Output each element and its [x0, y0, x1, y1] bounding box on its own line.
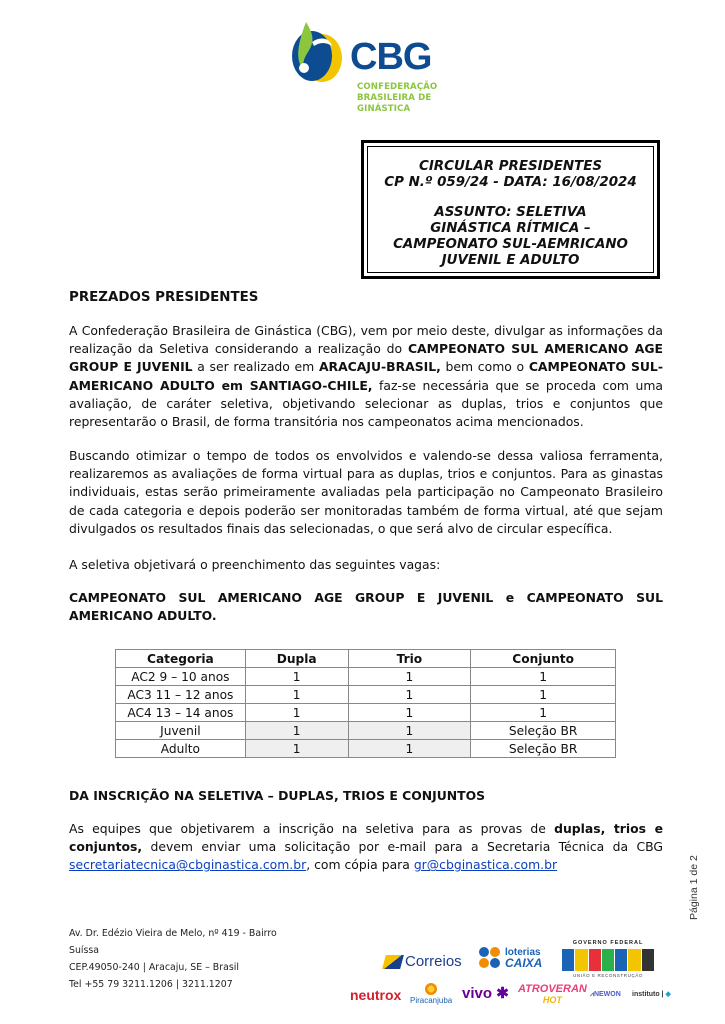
championship-word: e: [505, 590, 515, 605]
bold-text: CAMPEONATO SUL-AMERICANO ADULTO em SANTIAGO-CHILE,: [69, 359, 663, 393]
bold-text: ARACAJU-BRASIL,: [318, 359, 441, 375]
championships-line-1: [69, 589, 663, 607]
text: A Confederação Brasileira de Ginástica (CBG), vem por meio deste, divulgar as informações da realização da Seletiva considerando a realização do: [69, 323, 663, 357]
vacancies-table: [115, 649, 616, 758]
person-icon: ✱: [496, 985, 509, 1002]
header-trio: Trio: [348, 650, 471, 668]
championship-word: SUL: [636, 590, 663, 605]
address-line: Tel +55 79 3211.1206 | 3211.1207: [69, 979, 233, 990]
vivo-text: vivo: [462, 985, 493, 1002]
championship-word: AGE: [314, 590, 343, 605]
atroveran-hot-text: HOT: [542, 995, 562, 1005]
cell-trio: 1: [348, 686, 471, 704]
cell-dupla: 1: [245, 722, 348, 740]
championship-word: GROUP: [355, 590, 405, 605]
sponsor-instituto: instituto | ◆: [632, 991, 671, 998]
championship-word: E: [416, 590, 426, 605]
greeting-heading: PREZADOS PRESIDENTES: [69, 290, 259, 305]
cell-conjunto: 1: [471, 668, 616, 686]
gov-bottom-text: UNIÃO E RECONSTRUÇÃO: [572, 973, 643, 978]
loterias-text: loterias: [505, 947, 541, 958]
logo-name-line: CONFEDERAÇÃO: [357, 82, 438, 92]
championship-word: CAMPEONATO: [69, 590, 167, 605]
cell-conjunto: Seleção BR: [471, 740, 616, 758]
circular-number-date: CP N.º 059/24 - DATA: 16/08/2024: [384, 175, 637, 190]
subject-line: CAMPEONATO SUL-AEMRICANO: [393, 237, 628, 252]
sponsor-loterias-caixa: [479, 947, 542, 969]
logo-name: [357, 82, 437, 115]
address-line: Suíssa: [69, 945, 100, 956]
championship-word: JUVENIL: [437, 590, 494, 605]
championships-heading: [69, 589, 663, 625]
sponsor-atroveran: [518, 984, 587, 1005]
cell-dupla: 1: [245, 668, 348, 686]
correios-text: Correios: [405, 953, 462, 970]
circular-title: CIRCULAR PRESIDENTES: [419, 159, 602, 174]
cell-categoria: AC3 11 – 12 anos: [116, 686, 246, 704]
text: devem enviar uma solicitação por e-mail para a Secretaria Técnica da CBG: [142, 839, 663, 855]
cell-trio: 1: [348, 704, 471, 722]
email-link-gr[interactable]: gr@cbginastica.com.br: [413, 857, 558, 873]
instituto-text: instituto: [632, 991, 660, 998]
newon-text: NEWON: [593, 991, 621, 998]
email-link-secretaria[interactable]: secretariatecnica@cbginastica.com.br: [69, 857, 307, 873]
text: As equipes que objetivarem a inscrição na seletiva para as provas de: [69, 821, 555, 836]
header-conjunto: Conjunto: [471, 650, 616, 668]
cell-trio: 1: [348, 722, 471, 740]
table-row: [116, 668, 616, 686]
sponsor-neutrox: neutrox: [350, 987, 402, 1003]
section-heading-inscricao: DA INSCRIÇÃO NA SELETIVA – DUPLAS, TRIOS E CONJUNTOS: [69, 788, 486, 803]
sponsor-newon: [590, 990, 621, 999]
logo-name-line: GINÁSTICA: [357, 104, 411, 114]
paragraph-vacancies-intro: A seletiva objetivará o preenchimento das seguintes vagas:: [69, 557, 441, 572]
cell-categoria: Juvenil: [116, 722, 246, 740]
logo-acronym: CBG: [350, 36, 432, 78]
header-dupla: Dupla: [245, 650, 348, 668]
cell-dupla: 1: [245, 686, 348, 704]
page-number: Página 1 de 2: [688, 855, 700, 920]
text: a ser realizado em: [192, 359, 319, 375]
cell-categoria: Adulto: [116, 740, 246, 758]
address-line: CEP.49050-240 | Aracaju, SE – Brasil: [69, 962, 239, 973]
cell-dupla: 1: [245, 740, 348, 758]
header-categoria: Categoria: [116, 650, 246, 668]
cell-conjunto: 1: [471, 686, 616, 704]
cbg-logo-emblem: [286, 18, 350, 84]
table-row: [116, 740, 616, 758]
cell-categoria: AC2 9 – 10 anos: [116, 668, 246, 686]
partner-icon: ◆: [665, 991, 671, 998]
logo-name-line: BRASILEIRA DE: [357, 93, 432, 103]
circular-header-box: [361, 140, 660, 279]
sun-icon: [425, 983, 437, 995]
address-line: Av. Dr. Edézio Vieira de Melo, nº 419 - Bairro: [69, 928, 277, 939]
piracanjuba-text: Piracanjuba: [410, 996, 453, 1005]
paragraph-inscricao: [69, 820, 663, 875]
text: , com cópia para: [306, 857, 414, 873]
table-row: [116, 704, 616, 722]
sponsor-correios: [384, 953, 462, 970]
footer-address: [69, 925, 277, 993]
gov-top-text: GOVERNO FEDERAL: [572, 940, 644, 946]
championship-word: CAMPEONATO: [526, 590, 624, 605]
newon-icon: ⩘: [590, 991, 594, 998]
bold-text: CAMPEONATO SUL AMERICANO AGE GROUP E JUVENIL: [69, 341, 663, 375]
paragraph-intro: [69, 322, 663, 431]
table-header-row: [116, 650, 616, 668]
sponsor-piracanjuba: [410, 983, 452, 1005]
subject-line: ASSUNTO: SELETIVA: [434, 205, 587, 220]
cell-dupla: 1: [245, 704, 348, 722]
gov-brasil-wordmark: [562, 949, 654, 971]
correios-logo-icon: [382, 955, 404, 969]
championship-word: SUL: [178, 590, 206, 605]
caixa-text: CAIXA: [505, 956, 543, 970]
subject-line: GINÁSTICA RÍTMICA –: [430, 221, 591, 236]
cell-trio: 1: [348, 740, 471, 758]
logo-white-dot: [299, 63, 309, 73]
cell-trio: 1: [348, 668, 471, 686]
bold-text: duplas, trios e conjuntos,: [69, 821, 664, 855]
circular-header-inner: [367, 146, 654, 273]
table-row: [116, 686, 616, 704]
championships-line-2: AMERICANO ADULTO.: [69, 608, 217, 624]
table-row: [116, 722, 616, 740]
championship-word: AMERICANO: [217, 590, 302, 605]
cell-categoria: AC4 13 – 14 anos: [116, 704, 246, 722]
clover-icon: [479, 947, 501, 969]
text: bem como o: [440, 359, 529, 375]
subject-line: JUVENIL E ADULTO: [441, 253, 580, 268]
sponsor-vivo: [462, 985, 509, 1002]
cell-conjunto: Seleção BR: [471, 722, 616, 740]
paragraph-virtual-evaluation: Buscando otimizar o tempo de todos os envolvidos e valendo-se dessa valiosa ferramenta, realizaremos as avaliações de forma virtual para as duplas, trios e conjuntos. Para as ginastas individuais, estas serão primeiramente avaliadas pela participação no Campeonato Brasileiro de cada categoria e depois poderão ser monitoradas também de forma virtual, até que sejam divulgados os resultados finais das selecionadas, o que será alvo de circular específica.: [69, 448, 663, 536]
sponsor-governo-federal: [562, 940, 654, 979]
atroveran-text: ATROVERAN: [518, 983, 587, 995]
cell-conjunto: 1: [471, 704, 616, 722]
text: faz-se necessária que se proceda com uma avaliação, de caráter seletiva, objetivando selecionar as duplas, trios e conjuntos que representarão o Brasil, de forma transitória nos campeonatos acima mencionados.: [69, 377, 663, 430]
